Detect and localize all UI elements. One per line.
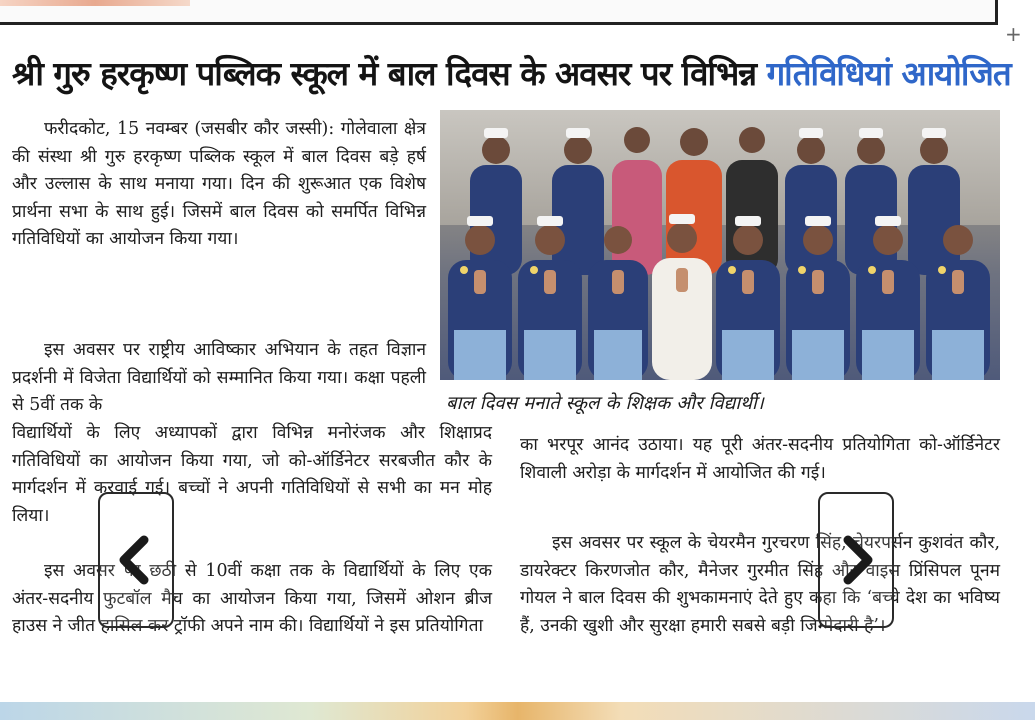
- chevron-right-icon: [824, 528, 888, 592]
- article-photo: [440, 110, 1000, 380]
- previous-article-image: [0, 0, 190, 6]
- chevron-left-icon: [104, 528, 168, 592]
- article-headline: [12, 46, 1011, 102]
- previous-button[interactable]: [98, 492, 174, 628]
- headline-accent: गतिविधियां आयोजित: [766, 54, 1011, 93]
- previous-article-frame: [0, 0, 998, 25]
- plus-icon[interactable]: +: [1005, 22, 1022, 46]
- photo-people: [440, 110, 1000, 380]
- article-paragraph-1: फरीदकोट, 15 नवम्बर (जसबीर कौर जस्सी): गोलेवाला क्षेत्र की संस्था श्री गुरु हरकृष्ण पब्लिक स्कूल में बाल दिवस बड़े हर्ष और उल्लास के साथ मनाया गया। दिन की शुरूआत एक विशेष प्रार्थना सभा के साथ हुई। जिसमें बाल दिवस को समर्पित विभिन्न गतिविधियों का आयोजन किया गया।: [12, 119, 426, 249]
- headline-main: श्री गुरु हरकृष्ण पब्लिक स्कूल में बाल दिवस के अवसर पर विभिन्न: [12, 54, 757, 93]
- photo-caption: बाल दिवस मनाते स्कूल के शिक्षक और विद्यार्थी।: [446, 393, 764, 414]
- article-paragraph-5: इस अवसर पर स्कूल के चेयरमैन गुरचरण सिंह, चेयरपर्सन कुशवंत कौर, डायरेक्टर किरणजोत कौर, मैनेजर गुरमीत सिंह और वाइस प्रिंसिपल पूनम गोयल ने बाल दिवस की शुभकामनाएं देते हुए कहा कि ‘बच्चे देश का भविष्य हैं, उनकी खुशी और सुरक्षा हमारी सबसे बड़ी जिम्मेदारी है’।: [520, 533, 1000, 636]
- next-button[interactable]: [818, 492, 894, 628]
- next-article-preview: [0, 702, 1035, 720]
- article-paragraph-3: इस अवसर पर छठी से 10वीं कक्षा तक के विद्यार्थियों के लिए एक अंतर-सदनीय फुटबॉल मैच का आयोजन किया गया, जिसमें ओशन ब्रीज हाउस ने जीत हासिल कर ट्रॉफी अपने नाम की। विद्यार्थियों ने इस प्रतियोगिता: [12, 561, 492, 636]
- article-paragraph-2-cont: विद्यार्थियों के लिए अध्यापकों द्वारा विभिन्न मनोरंजक और शिक्षाप्रद गतिविधियों का आयोजन किया गया, जो को-ऑर्डिनेटर सरबजीत कौर के मार्गदर्शन में करवाई गई। बच्चों ने अपनी गतिविधियों से सभी का मन मोह लिया।: [12, 423, 492, 526]
- article-paragraph-2: इस अवसर पर राष्ट्रीय आविष्कार अभियान के तहत विज्ञान प्रदर्शनी में विजेता विद्यार्थियों को सम्मानित किया गया। कक्षा पहली से 5वीं तक के: [12, 340, 426, 415]
- article-paragraph-4: का भरपूर आनंद उठाया। यह पूरी अंतर-सदनीय प्रतियोगिता को-ऑर्डिनेटर शिवाली अरोड़ा के मार्गदर्शन में आयोजित की गई।: [520, 435, 1000, 483]
